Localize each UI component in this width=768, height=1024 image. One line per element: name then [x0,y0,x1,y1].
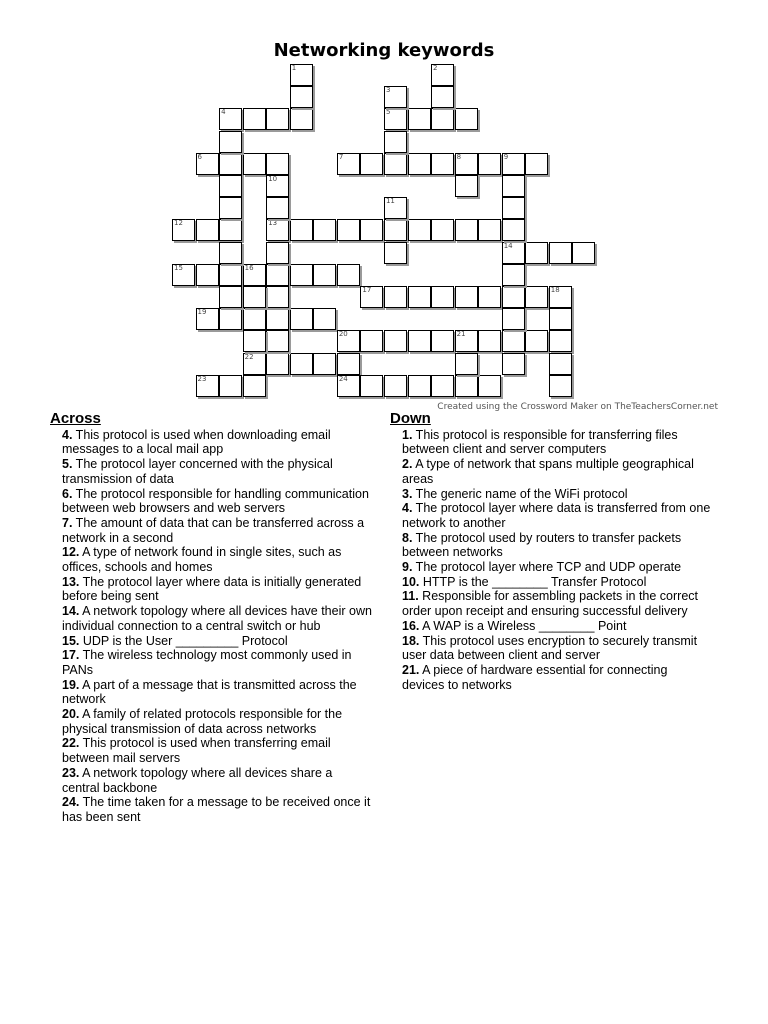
clue-number: 2. [402,457,413,472]
grid-cell[interactable] [431,375,454,397]
clue-number: 3. [402,486,413,501]
clue-text: The wireless technology most commonly used in PANs [62,648,352,677]
grid-cell[interactable] [549,353,572,375]
cell-number: 22 [244,352,254,361]
grid-cell[interactable] [337,153,360,175]
down-clue [390,428,712,457]
grid-cell[interactable] [313,219,336,241]
clue-text: UDP is the User _________ Protocol [79,633,288,648]
grid-cell[interactable] [219,375,242,397]
clue-number: 12. [62,545,80,560]
grid-cell[interactable] [290,308,313,330]
grid-cell[interactable] [384,108,407,130]
across-clue [50,707,372,736]
grid-cell[interactable] [502,153,525,175]
across-clue [50,487,372,516]
grid-cell[interactable] [502,175,525,197]
grid-cell[interactable] [431,286,454,308]
clue-number: 21. [402,662,420,677]
cell-number: 20 [338,330,348,339]
grid-cell[interactable] [478,375,501,397]
grid-cell[interactable] [337,353,360,375]
grid-cell[interactable] [313,353,336,375]
grid-cell[interactable] [502,197,525,219]
grid-cell[interactable] [266,153,289,175]
down-clue [390,663,712,692]
grid-cell[interactable] [478,219,501,241]
grid-cell[interactable] [219,308,242,330]
clue-text: The amount of data that can be transferred across a network in a second [62,515,365,545]
grid-cell[interactable] [219,108,242,130]
cell-number: 1 [291,64,297,72]
grid-cell[interactable] [243,108,266,130]
clue-number: 5. [62,457,73,472]
grid-cell[interactable] [572,242,595,264]
grid-cell[interactable] [337,375,360,397]
grid-cell[interactable] [196,308,219,330]
cell-number: 18 [550,286,560,294]
grid-cell[interactable] [219,131,242,153]
cell-number: 15 [174,263,183,272]
grid-cell[interactable] [384,242,407,264]
grid-cell[interactable] [384,86,407,108]
grid-cell[interactable] [219,264,242,286]
grid-cell[interactable] [408,330,431,352]
grid-cell[interactable] [431,153,454,175]
clue-text: This protocol is used when transferring email between mail servers [62,736,331,766]
clue-number: 4. [62,427,73,442]
grid-cell[interactable] [172,264,195,286]
page-title: Networking keywords [273,40,495,61]
down-clues [390,412,712,692]
clue-text: A family of related protocols responsible for the physical transmission of data across networks [62,707,343,736]
clue-number: 17. [62,648,80,663]
clue-text: The protocol layer concerned with the physical transmission of data [62,457,333,486]
clue-text: A part of a message that is transmitted across the network [62,677,357,707]
clue-text: The protocol layer where TCP and UDP operate [412,560,682,575]
grid-cell[interactable] [502,330,525,352]
grid-cell[interactable] [219,242,242,264]
cell-number: 9 [503,152,509,161]
grid-cell[interactable] [455,375,478,397]
across-clue [50,428,372,457]
grid-cell[interactable] [455,175,478,197]
grid-cell[interactable] [243,153,266,175]
clue-number: 6. [62,486,73,501]
clue-text: A network topology where all devices have their own individual connection to a central switch or hub [62,604,372,633]
cell-number: 4 [221,108,226,117]
grid-cell[interactable] [549,330,572,352]
clue-text: The time taken for a message to be received once it has been sent [62,795,371,824]
grid-cell[interactable] [243,375,266,397]
grid-cell[interactable] [360,330,383,352]
grid-cell[interactable] [196,153,219,175]
across-clue [50,545,372,574]
grid-cell[interactable] [502,219,525,241]
down-clue [390,634,712,663]
grid-cell[interactable] [266,108,289,130]
clue-number: 18. [402,633,420,648]
clue-number: 8. [402,530,413,545]
grid-cell[interactable] [408,286,431,308]
grid-cell[interactable] [455,219,478,241]
across-clue-list [50,428,372,825]
grid-cell[interactable] [384,197,407,219]
grid-cell[interactable] [455,108,478,130]
cell-number: 2 [433,64,438,72]
grid-cell[interactable] [266,286,289,308]
clue-number: 16. [402,618,420,633]
grid-cell[interactable] [172,219,195,241]
cell-number: 14 [503,241,513,250]
down-clue [390,589,712,618]
clue-number: 15. [62,633,80,648]
grid-cell[interactable] [525,330,548,352]
cell-number: 7 [338,152,344,161]
grid-cell[interactable] [219,153,242,175]
grid-cell[interactable] [525,153,548,175]
grid-cell[interactable] [360,219,383,241]
grid-cell[interactable] [196,219,219,241]
grid-cell[interactable] [525,286,548,308]
across-clue [50,766,372,795]
clue-text: This protocol uses encryption to securely transmit user data between client and server [402,633,698,663]
grid-cell[interactable] [337,264,360,286]
down-clue [390,560,712,575]
grid-cell[interactable] [290,108,313,130]
grid-cell[interactable] [266,330,289,352]
grid-cell[interactable] [337,219,360,241]
grid-cell[interactable] [525,242,548,264]
grid-cell[interactable] [384,330,407,352]
grid-cell[interactable] [431,108,454,130]
clue-number: 13. [62,574,80,589]
cell-number: 24 [338,374,348,383]
grid-cell[interactable] [455,153,478,175]
grid-cell[interactable] [243,308,266,330]
across-clue [50,648,372,677]
crossword-grid [0,0,768,400]
across-clue [50,634,372,649]
cell-number: 5 [385,108,391,117]
grid-cell[interactable] [219,219,242,241]
clue-text: The protocol used by routers to transfer packets between networks [402,530,682,560]
grid-cell[interactable] [455,330,478,352]
cell-number: 13 [268,219,278,228]
grid-cell[interactable] [196,264,219,286]
clue-text: This protocol is responsible for transferring files between client and server computers [402,427,678,457]
across-clue [50,678,372,707]
clue-text: Responsible for assembling packets in the correct order upon receipt and ensuring successful delivery [402,589,698,619]
across-clue [50,795,372,824]
grid-cell[interactable] [243,330,266,352]
grid-cell[interactable] [290,64,313,86]
grid-cell[interactable] [502,242,525,264]
clue-text: The protocol responsible for handling communication between web browsers and web servers [62,486,369,516]
grid-cell[interactable] [384,131,407,153]
grid-cell[interactable] [408,153,431,175]
cell-number: 17 [362,286,372,294]
grid-cell[interactable] [290,264,313,286]
clue-text: A type of network that spans multiple geographical areas [402,457,694,486]
cell-number: 12 [174,219,183,228]
grid-cell[interactable] [243,353,266,375]
grid-cell[interactable] [266,264,289,286]
grid-cell[interactable] [408,219,431,241]
clue-text: The protocol layer where data is initially generated before being sent [62,574,362,604]
grid-cell[interactable] [219,197,242,219]
clue-text: A piece of hardware essential for connecting devices to networks [402,662,668,692]
grid-cell[interactable] [549,242,572,264]
grid-cell[interactable] [219,286,242,308]
cell-number: 19 [197,308,207,317]
cell-number: 23 [197,374,207,383]
grid-cell[interactable] [384,219,407,241]
grid-cell[interactable] [549,308,572,330]
clue-number: 4. [402,501,413,516]
grid-cell[interactable] [502,308,525,330]
grid-cell[interactable] [431,86,454,108]
grid-cell[interactable] [502,286,525,308]
grid-cell[interactable] [266,353,289,375]
down-clue [390,575,712,590]
across-clue [50,516,372,545]
grid-cell[interactable] [431,330,454,352]
grid-cell[interactable] [266,197,289,219]
cell-number: 21 [456,330,466,339]
grid-cell[interactable] [266,308,289,330]
grid-cell[interactable] [478,330,501,352]
clue-number: 1. [402,427,413,442]
clue-number: 10. [402,574,420,589]
grid-cell[interactable] [360,286,383,308]
grid-cell[interactable] [360,375,383,397]
grid-cell[interactable] [219,175,242,197]
grid-cell[interactable] [431,219,454,241]
grid-cell[interactable] [384,286,407,308]
grid-cell[interactable] [290,353,313,375]
grid-cell[interactable] [290,86,313,108]
grid-cell[interactable] [502,353,525,375]
grid-cell[interactable] [455,286,478,308]
down-clue [390,487,712,502]
clue-number: 7. [62,515,73,530]
grid-cell[interactable] [549,286,572,308]
grid-cell[interactable] [290,219,313,241]
grid-cell[interactable] [243,264,266,286]
down-heading: Down [390,410,431,427]
grid-cell[interactable] [384,375,407,397]
clue-number: 19. [62,677,80,692]
down-clue [390,457,712,486]
clue-number: 24. [62,795,80,810]
cell-number: 3 [385,86,391,95]
across-heading: Across [50,410,101,427]
grid-cell[interactable] [549,375,572,397]
down-clue [390,531,712,560]
grid-cell[interactable] [337,330,360,352]
cell-number: 16 [244,263,254,272]
across-clue [50,457,372,486]
clue-number: 14. [62,604,80,619]
grid-cell[interactable] [455,353,478,375]
grid-cell[interactable] [431,64,454,86]
grid-cell[interactable] [266,242,289,264]
grid-cell[interactable] [313,264,336,286]
down-clue [390,501,712,530]
clue-text: A type of network found in single sites, such as offices, schools and homes [62,545,342,575]
grid-cell[interactable] [360,153,383,175]
cell-number: 11 [385,197,395,206]
clue-text: HTTP is the ________ Transfer Protocol [419,574,647,589]
across-clue [50,604,372,633]
clue-number: 11. [402,589,419,604]
across-clues [50,412,372,825]
grid-cell[interactable] [478,153,501,175]
down-clue-list [390,428,712,693]
clue-text: The protocol layer where data is transferred from one network to another [402,501,711,530]
clue-number: 9. [402,560,413,575]
clue-number: 23. [62,765,80,780]
cell-number: 10 [268,175,278,183]
clue-text: A network topology where all devices share a central backbone [62,765,333,795]
credit-line: Created using the Crossword Maker on TheTeachersCorner.net [437,402,718,412]
grid-cell[interactable] [266,219,289,241]
grid-cell[interactable] [196,375,219,397]
grid-cell[interactable] [243,286,266,308]
grid-cell[interactable] [266,175,289,197]
clue-number: 20. [62,707,80,722]
grid-cell[interactable] [408,108,431,130]
cell-number: 8 [456,152,462,161]
clue-text: This protocol is used when downloading email messages to a local mail app [62,427,331,457]
clue-text: The generic name of the WiFi protocol [412,486,628,501]
clue-number: 22. [62,736,80,751]
clue-text: A WAP is a Wireless ________ Point [419,618,627,633]
across-clue [50,575,372,604]
cell-number: 6 [197,152,203,161]
grid-cell[interactable] [408,375,431,397]
grid-cell[interactable] [502,264,525,286]
across-clue [50,736,372,765]
grid-cell[interactable] [384,153,407,175]
grid-cell[interactable] [478,286,501,308]
grid-cell[interactable] [313,308,336,330]
down-clue [390,619,712,634]
